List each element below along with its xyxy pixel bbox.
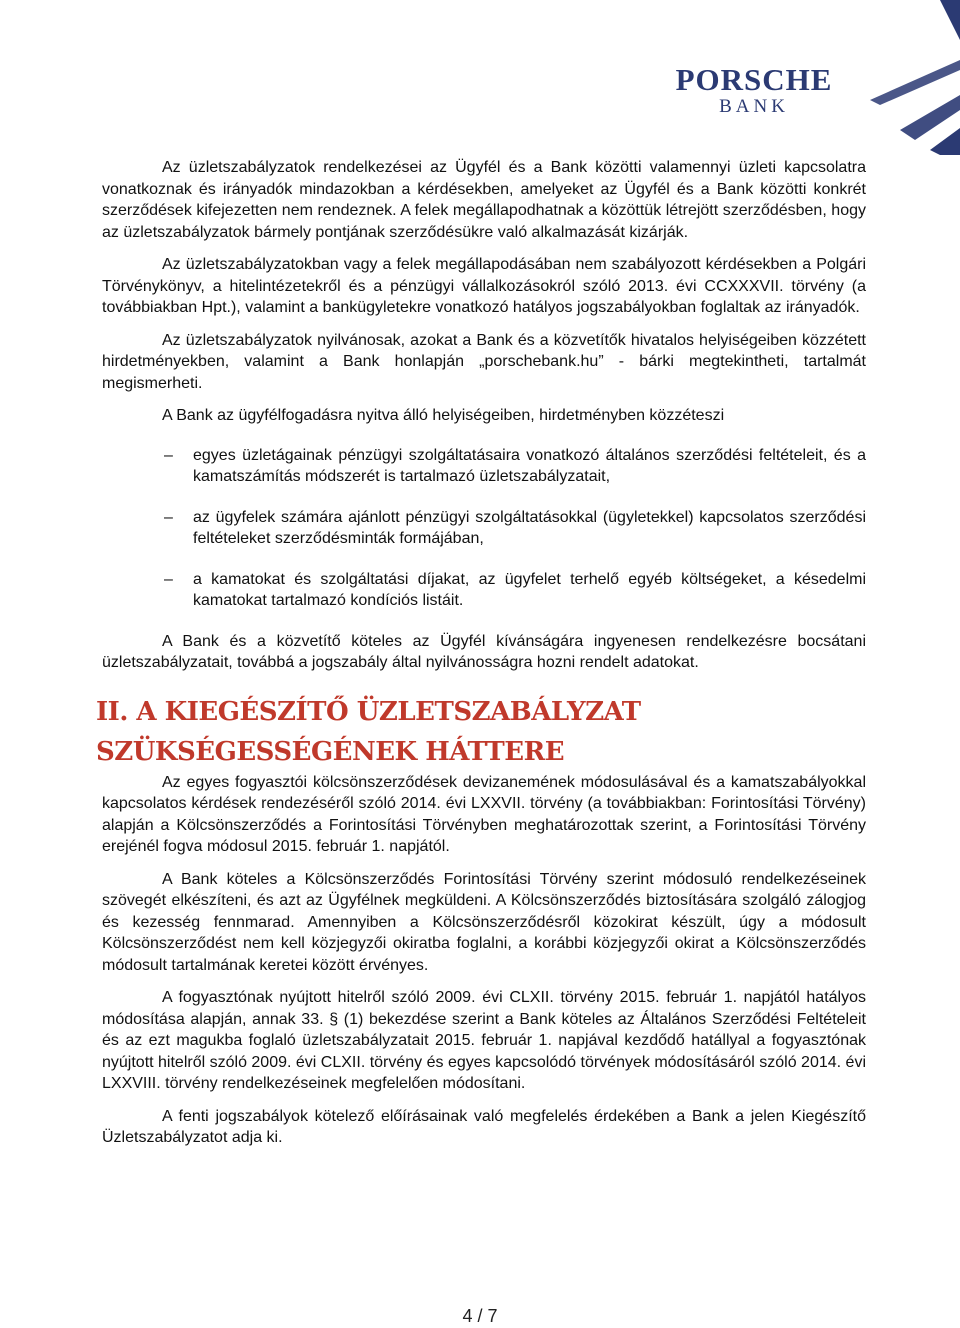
logo-main-text: PORSCHE <box>675 62 833 97</box>
logo-sub-text: BANK <box>719 96 789 117</box>
list-item-text: a kamatokat és szolgáltatási díjakat, az ügyfelet terhelő egyéb költségeket, a késedelmi kamatokat tartalmazó kondíciós listáit. <box>193 570 866 609</box>
section-heading: II. A KIEGÉSZÍTŐ ÜZLETSZABÁLYZAT SZÜKSÉGESSÉGÉNEK HÁTTERE <box>96 696 641 767</box>
dash-bullet: – <box>164 446 173 464</box>
list-item <box>102 507 866 550</box>
header-stripe-4 <box>930 128 960 155</box>
paragraph-forintization-law: Az egyes fogyasztói kölcsönszerződések devizanemének módosulásával és a kamatszabályokkal kapcsolatos kérdések rendezéséről szóló 2014. évi LXXVII. törvény (a továbbiakban: Forintosítási Törvény) alapján a Kölcsönszerződés a Forintosítási Törvényben meghatározottak szerint, a Forintosítási Törvény erejénél fogva módosul 2015. február 1. napjától. <box>102 773 866 855</box>
paragraph-scope: Az üzletszabályzatok rendelkezései az Ügyfél és a Bank közötti valamennyi üzleti kapcsolatra vonatkoznak és irányadók mindazokban a kérdésekben, amelyeket az Ügyfél és a Bank közötti konkrét szerződések kifejezetten nem rendeznek. A felek megállapodhatnak a közöttük létrejött szerződésben, hogy az üzletszabályzatok bármely pontjának szerződésükre való alkalmazását kizárják. <box>102 159 866 241</box>
header-stripe-3 <box>900 95 960 140</box>
paragraph-conclusion: A fenti jogszabályok kötelező előírásainak való megfelelés érdekében a Bank a jelen Kiegészítő Üzletszabályzatot adja ki. <box>102 1107 866 1146</box>
dash-bullet: – <box>164 570 173 588</box>
list-item <box>102 445 866 488</box>
paragraph-consumer-credit-law: A fogyasztónak nyújtott hitelről szóló 2009. évi CLXII. törvény 2015. február 1. napjától hatályos módosítása alapján, annak 33. § (1) bekezdése szerint a Bank köteles az Általános Szerződési Feltételeit és az ezt magukba foglaló üzletszabályzatait 2015. február 1. napjával kezdődő hatállyal a fogyasztónak nyújtott hitelről szóló 2009. évi CLXII. törvény és egyes kapcsolódó törvények módosításáról szóló 2014. évi LXXVIII. törvény rendelkezéseinek megfelelően módosítani. <box>102 989 866 1092</box>
published-items-list <box>102 445 866 612</box>
header-stripe-1 <box>940 0 960 40</box>
list-intro: A Bank az ügyfélfogadásra nyitva álló helyiségeiben, hirdetményben közzéteszi <box>162 407 725 424</box>
porsche-bank-logo <box>648 63 860 117</box>
list-item-text: az ügyfelek számára ajánlott pénzügyi szolgáltatásokkal (ügyletekkel) kapcsolatos szerződési feltételeket szerződésminták formájában, <box>193 508 866 547</box>
paragraph-availability: A Bank és a közvetítő köteles az Ügyfél kívánságára ingyenesen rendelkezésre bocsátani üzletszabályzatait, továbbá a jogszabály által nyilvánosságra hozni rendelt adatokat. <box>102 632 866 671</box>
paragraph-publicity: Az üzletszabályzatok nyilvánosak, azokat a Bank és a közvetítők hivatalos helyiségeiben közzétett hirdetményekben, valamint a Bank honlapján „porschebank.hu” - bárki megtekintheti, tartalmát megismerheti. <box>102 331 866 392</box>
list-item <box>102 569 866 612</box>
paragraph-governing-law: Az üzletszabályzatokban vagy a felek megállapodásában nem szabályozott kérdésekben a Polgári Törvénykönyv, a hitelintézetekről és a pénzügyi vállalkozásokról szóló 2013. évi CCXXXVII. törvény (a továbbiakban Hpt.), valamint a bankügyletekre vonatkozó hatályos jogszabályokban foglaltak az irányadók. <box>102 256 866 316</box>
page-number: 4 / 7 <box>462 1306 498 1326</box>
paragraph-bank-obligation: A Bank köteles a Kölcsönszerződés Forintosítási Törvény szerint módosuló rendelkezéseinek szövegét elkészíteni, és azt az Ügyfélnek megküldeni. A Kölcsönszerződés biztosítására szolgáló zálogjog és kezesség fennmarad. Amennyiben a Kölcsönszerződésről közokirat készült, úgy a módosult Kölcsönszerződést nem kell közjegyzői okiratba foglalni, a korábbi közjegyzői okirat a Kölcsönszerződés módosult tartalmának keretei között érvényes. <box>102 870 866 974</box>
list-item-text: egyes üzletágainak pénzügyi szolgáltatásaira vonatkozó általános szerződési feltételeit, és a kamatszámítás módszerét is tartalmazó üzletszabályzatait, <box>193 446 866 485</box>
dash-bullet: – <box>164 508 173 526</box>
document-body <box>96 157 866 1160</box>
header-stripe-2 <box>870 60 960 105</box>
